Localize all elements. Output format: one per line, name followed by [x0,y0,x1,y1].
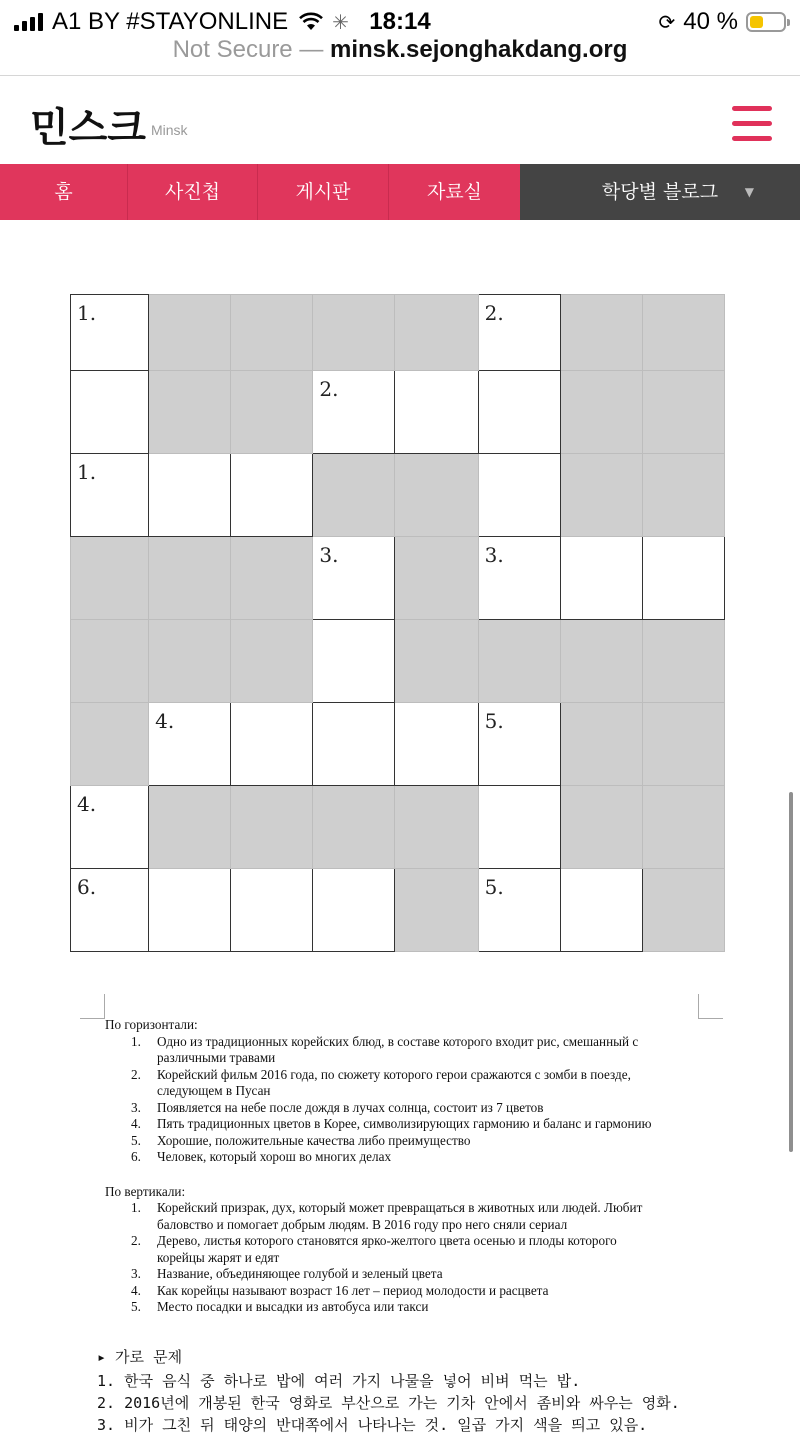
nav-blog-label: 학당별 블로그 [601,181,719,203]
clue-item-text: Человек, который хорош во многих делах [157,1149,392,1164]
clue-item [105,1233,705,1266]
clue-item-number: 1. [131,1200,141,1215]
clue-item [105,1200,705,1233]
clues-section [105,1017,705,1334]
grid-cell[interactable] [71,786,149,869]
grid-cell[interactable] [478,869,560,952]
clue-item-text: баловство и помогает добрым людям. В 2016 году про него сняли сериал [157,1216,568,1232]
clue-number: 1. [77,301,97,325]
grid-cell[interactable] [478,703,560,786]
grid-cell[interactable] [313,869,395,952]
grid-cell[interactable] [149,703,231,786]
grid-cell[interactable] [71,295,149,371]
clue-item-text: Появляется на небе после дождя в лучах солнца, состоит из 7 цветов [157,1099,544,1115]
page-corner-mark [80,994,105,1019]
grid-cell[interactable] [231,703,313,786]
clue-number: 3. [484,543,504,567]
grid-cell-blocked [231,371,313,454]
grid-cell-blocked [642,454,724,537]
grid-cell[interactable] [71,869,149,952]
site-title[interactable]: 민스크 [30,105,146,151]
url-domain: minsk.sejonghakdang.org [330,36,628,63]
grid-cell-blocked [642,786,724,869]
grid-cell[interactable] [71,454,149,537]
grid-cell-blocked [642,703,724,786]
grid-cell-blocked [642,295,724,371]
grid-cell-blocked [478,620,560,703]
grid-cell[interactable] [478,454,560,537]
grid-cell[interactable] [149,454,231,537]
clue-item-number: 1. [131,1033,141,1049]
grid-row [71,537,725,620]
grid-row [71,620,725,703]
security-label: Not Secure — [172,36,324,63]
clue-item-number: 4. [131,1116,141,1131]
clue-number: 4. [77,792,97,816]
battery-icon [746,12,786,32]
clue-item [105,1116,705,1133]
clue-number: 2. [484,301,504,325]
grid-cell-blocked [231,295,313,371]
battery-percent: 40 % [683,8,738,35]
grid-cell[interactable] [642,537,724,620]
nav-item-home[interactable]: 홈 [0,164,128,220]
nav-blog-dropdown[interactable] [520,164,800,220]
grid-cell[interactable] [231,454,313,537]
clue-item [105,1034,705,1067]
grid-cell-blocked [395,869,478,952]
grid-cell-blocked [231,537,313,620]
grid-cell-blocked [395,537,478,620]
browser-divider [0,75,800,76]
grid-cell[interactable] [313,703,395,786]
korean-heading: ▸ 가로 문제 [97,1348,183,1366]
clue-number: 5. [484,875,504,899]
clue-item-text: Место посадки и высадки из автобуса или такси [157,1299,429,1314]
nav-item-board[interactable]: 게시판 [258,164,389,220]
korean-clue-item: 1. 한국 음식 중 하나로 밥에 여러 가지 나물을 넣어 비벼 먹는 밥. [97,1372,581,1390]
clue-item-text: Корейский фильм 2016 года, по сюжету которого герои сражаются с зомби в поезде, [157,1066,631,1082]
clue-item-text: Дерево, листья которого становятся ярко-желтого цвета осенью и плоды которого [157,1233,617,1248]
grid-cell-blocked [149,295,231,371]
crossword-grid [70,294,725,952]
clue-number: 4. [155,709,175,733]
korean-clue-list [97,1370,680,1436]
status-right [659,8,786,36]
grid-cell-blocked [560,371,642,454]
clue-item [105,1100,705,1117]
grid-cell-blocked [313,454,395,537]
clue-item-number: 3. [131,1099,141,1115]
grid-cell[interactable] [313,620,395,703]
clue-item-text: корейцы жарят и едят [157,1249,280,1265]
grid-cell[interactable] [478,537,560,620]
grid-cell-blocked [71,537,149,620]
grid-cell-blocked [395,454,478,537]
clue-item-text: Как корейцы называют возраст 16 лет – период молодости и расцвета [157,1282,549,1298]
grid-cell[interactable] [313,371,395,454]
clue-item-text: Название, объединяющее голубой и зеленый цвета [157,1266,443,1281]
down-clue-list [105,1200,705,1316]
clue-item-number: 5. [131,1299,141,1314]
grid-row [71,786,725,869]
grid-cell[interactable] [560,537,642,620]
grid-cell-blocked [313,295,395,371]
grid-cell-blocked [642,620,724,703]
clue-number: 1. [77,460,97,484]
grid-cell[interactable] [313,537,395,620]
chevron-down-icon: ▼ [744,185,754,199]
clue-item-text: Корейский призрак, дух, который может превращаться в животных или людей. Любит [157,1200,643,1215]
clue-item [105,1283,705,1300]
clue-item [105,1299,705,1316]
grid-cell[interactable] [149,869,231,952]
clue-item-number: 2. [131,1066,141,1082]
grid-cell-blocked [313,786,395,869]
clock: 18:14 [369,8,431,35]
nav-item-gallery[interactable]: 사진첩 [128,164,258,220]
clue-item-number: 5. [131,1132,141,1148]
grid-row [71,869,725,952]
grid-cell-blocked [642,371,724,454]
clue-item-number: 3. [131,1266,141,1281]
grid-row [71,295,725,371]
site-subtitle: Minsk [151,122,188,138]
clue-item [105,1067,705,1100]
grid-cell[interactable] [478,786,560,869]
grid-cell-blocked [149,620,231,703]
grid-cell[interactable] [478,295,560,371]
clue-item-text: Одно из традиционных корейских блюд, в составе которого входит рис, смешанный с [157,1033,639,1049]
grid-cell-blocked [71,620,149,703]
grid-cell-blocked [395,295,478,371]
across-title: По горизонтали: [105,1017,198,1032]
grid-cell-blocked [560,454,642,537]
clue-item-text: различными травами [157,1050,276,1065]
clue-item-text: Хорошие, положительные качества либо преимущество [157,1132,471,1148]
grid-cell[interactable] [395,703,478,786]
grid-cell[interactable] [560,869,642,952]
grid-cell-blocked [231,786,313,869]
clue-item [105,1149,705,1166]
grid-cell-blocked [149,786,231,869]
clue-number: 5. [484,709,504,733]
korean-clue-item: 2. 2016년에 개봉된 한국 영화로 부산으로 가는 기차 안에서 좀비와 싸우는 영화. [97,1394,680,1412]
page-corner-mark [698,994,723,1019]
menu-icon[interactable] [732,106,772,142]
grid-row [71,703,725,786]
rotation-lock-icon: ⟳ [658,11,676,34]
clue-item [105,1266,705,1283]
grid-cell-blocked [395,620,478,703]
grid-cell[interactable] [478,371,560,454]
down-title: По вертикали: [105,1183,186,1199]
grid-cell-blocked [149,371,231,454]
clue-item-number: 2. [131,1233,141,1248]
loading-spinner-icon: ✳ [332,11,349,34]
grid-cell-blocked [71,703,149,786]
clue-number: 2. [319,377,339,401]
grid-cell-blocked [395,786,478,869]
clue-item-number: 6. [131,1149,141,1164]
clue-number: 6. [77,875,97,899]
korean-clue-item: 3. 비가 그친 뒤 태양의 반대쪽에서 나타나는 것. 일곱 가지 색을 띄고 있음. [97,1416,648,1434]
clue-item-text: Пять традиционных цветов в Корее, символизирующих гармонию и баланс и гармонию [157,1116,652,1131]
grid-row [71,454,725,537]
nav-item-archive[interactable]: 자료실 [389,164,520,220]
grid-cell-blocked [560,295,642,371]
clue-item-number: 4. [131,1282,141,1298]
grid-cell[interactable] [231,869,313,952]
main-nav [0,164,800,220]
grid-cell-blocked [560,620,642,703]
carrier-label: A1 BY #STAYONLINE [52,8,289,35]
clue-item-text: следующем в Пусан [157,1083,271,1098]
across-clue-list [105,1034,705,1166]
battery-level [750,16,763,28]
clue-number: 3. [319,543,339,567]
grid-cell[interactable] [395,371,478,454]
grid-cell[interactable] [71,371,149,454]
grid-row [71,371,725,454]
grid-cell-blocked [231,620,313,703]
grid-cell-blocked [560,703,642,786]
grid-cell-blocked [560,786,642,869]
scrollbar[interactable] [789,792,793,1152]
grid-cell-blocked [149,537,231,620]
url-bar[interactable] [0,36,800,64]
grid-cell-blocked [642,869,724,952]
clue-item [105,1133,705,1150]
